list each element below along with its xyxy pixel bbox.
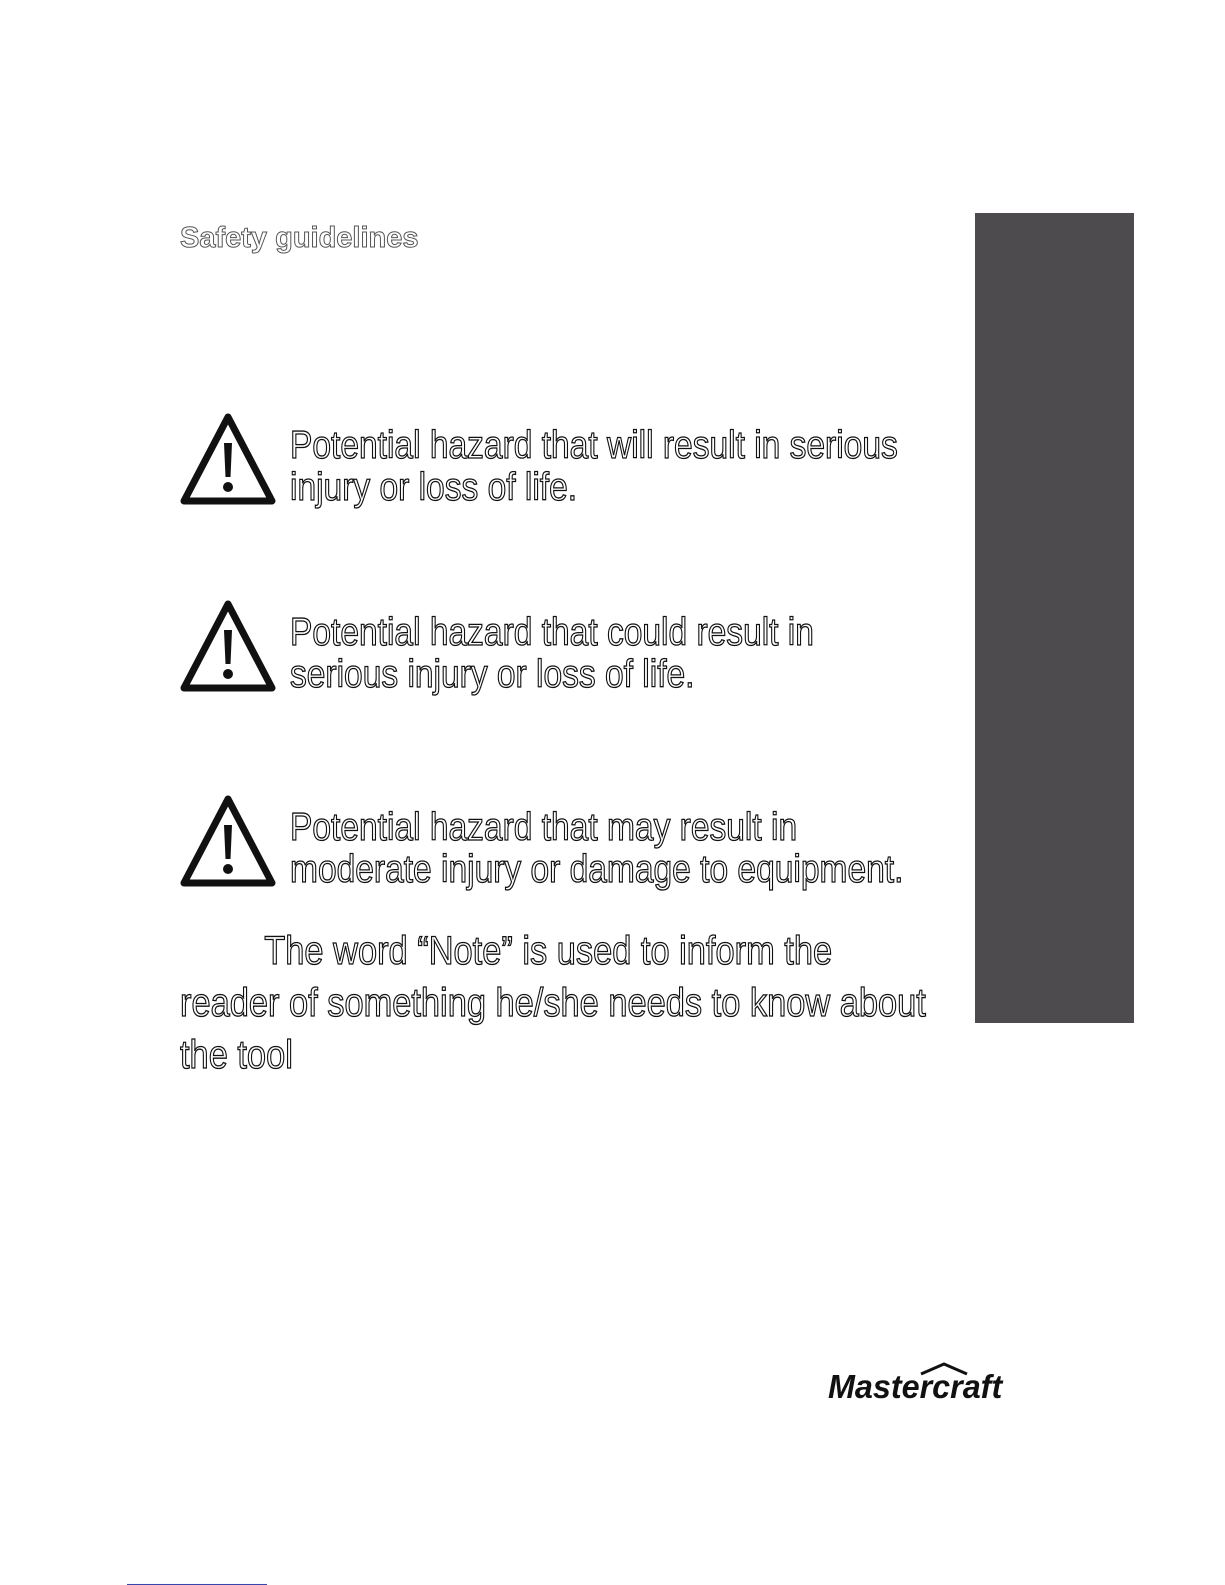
warning-line: Potential hazard that may result in xyxy=(290,806,798,849)
warning-text xyxy=(290,425,898,509)
note-line: reader of something he/she needs to know about xyxy=(180,981,926,1025)
warning-line: moderate injury or damage to equipment. xyxy=(290,848,904,891)
warning-line: injury or loss of life. xyxy=(290,466,578,509)
warning-triangle-icon xyxy=(180,600,276,692)
mastercraft-logo xyxy=(826,1362,1056,1406)
warning-triangle-icon xyxy=(180,795,276,887)
note-text xyxy=(180,925,926,1081)
warning-text xyxy=(290,807,903,891)
svg-text:Mastercraft: Mastercraft xyxy=(827,1367,1003,1406)
warning-line: serious injury or loss of life. xyxy=(290,653,695,696)
side-tab xyxy=(975,213,1134,1023)
warning-line: Potential hazard that will result in serious xyxy=(290,424,898,467)
note-line: the tool xyxy=(180,1033,293,1077)
warning-text xyxy=(290,612,814,696)
warning-triangle-icon xyxy=(180,413,276,505)
warning-line: Potential hazard that could result in xyxy=(290,611,814,654)
note-line: The word “Note” is used to inform the xyxy=(264,929,833,973)
page-heading: Safety guidelines xyxy=(180,222,419,254)
